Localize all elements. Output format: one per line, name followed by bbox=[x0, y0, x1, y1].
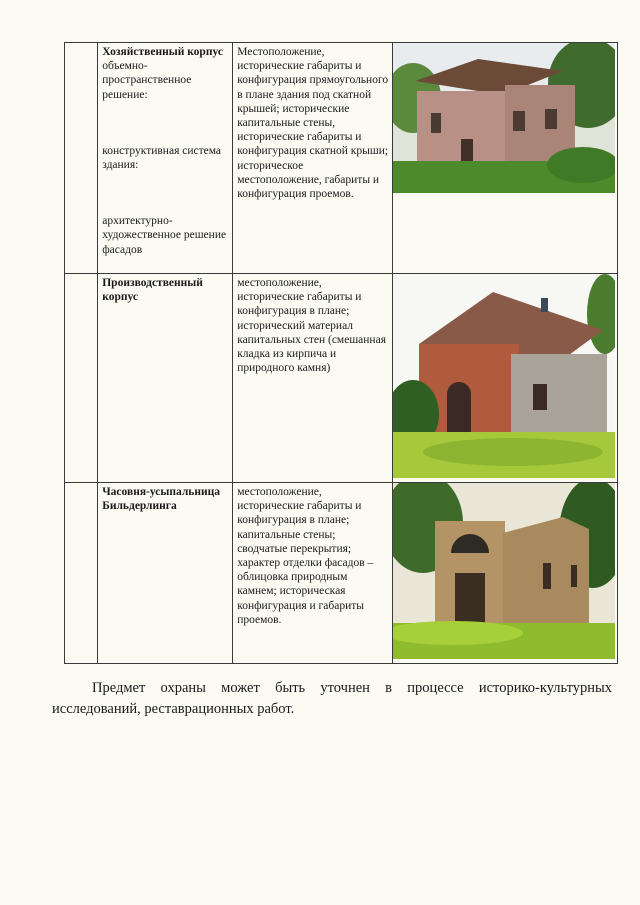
description-cell: местоположение, исторические габариты и конфигурация в плане; исторический материал капитальных стен (смешанная кладка из кирпича и природного камня) bbox=[233, 274, 393, 483]
photo-cell bbox=[393, 43, 618, 274]
table-row bbox=[65, 43, 618, 274]
chapel-photo-icon bbox=[393, 483, 615, 659]
building-photo-icon bbox=[393, 274, 615, 478]
photo-cell bbox=[393, 274, 618, 483]
object-cell bbox=[98, 483, 233, 664]
number-cell bbox=[65, 274, 98, 483]
number-cell bbox=[65, 483, 98, 664]
photo-cell bbox=[393, 483, 618, 664]
number-cell bbox=[65, 43, 98, 274]
object-cell bbox=[98, 274, 233, 483]
table-row bbox=[65, 274, 618, 483]
object-title: Часовня-усыпальница Бильдерлинга bbox=[102, 486, 220, 513]
table-row bbox=[65, 483, 618, 664]
protection-table bbox=[64, 42, 618, 664]
feature-label: архитектурно-художественное решение фасадов bbox=[102, 215, 227, 256]
object-title: Хозяйственный корпус bbox=[102, 46, 223, 58]
building-photo-icon bbox=[393, 43, 615, 193]
object-cell bbox=[98, 43, 233, 274]
description-cell: местоположение, исторические габариты и конфигурация в плане; капитальные стены; сводчатые перекрытия; характер отделки фасадов – облицовка природным камнем; историческая конфигурация и габариты проемов. bbox=[233, 483, 393, 664]
object-title: Производственный корпус bbox=[102, 277, 203, 304]
feature-label: конструктивная система здания: bbox=[102, 144, 222, 172]
feature-label: объемно-пространственное решение: bbox=[102, 60, 192, 101]
description-cell: Местоположение, исторические габариты и конфигурация прямоугольного в плане здания под скатной крышей; исторические капитальные стены, исторические габариты и конфигурация скатной крыши; историческое местоположение, габариты и конфигурация проемов. bbox=[233, 43, 393, 274]
closing-paragraph: Предмет охраны может быть уточнен в процессе историко-культурных исследований, реставрационных работ. bbox=[52, 680, 612, 717]
